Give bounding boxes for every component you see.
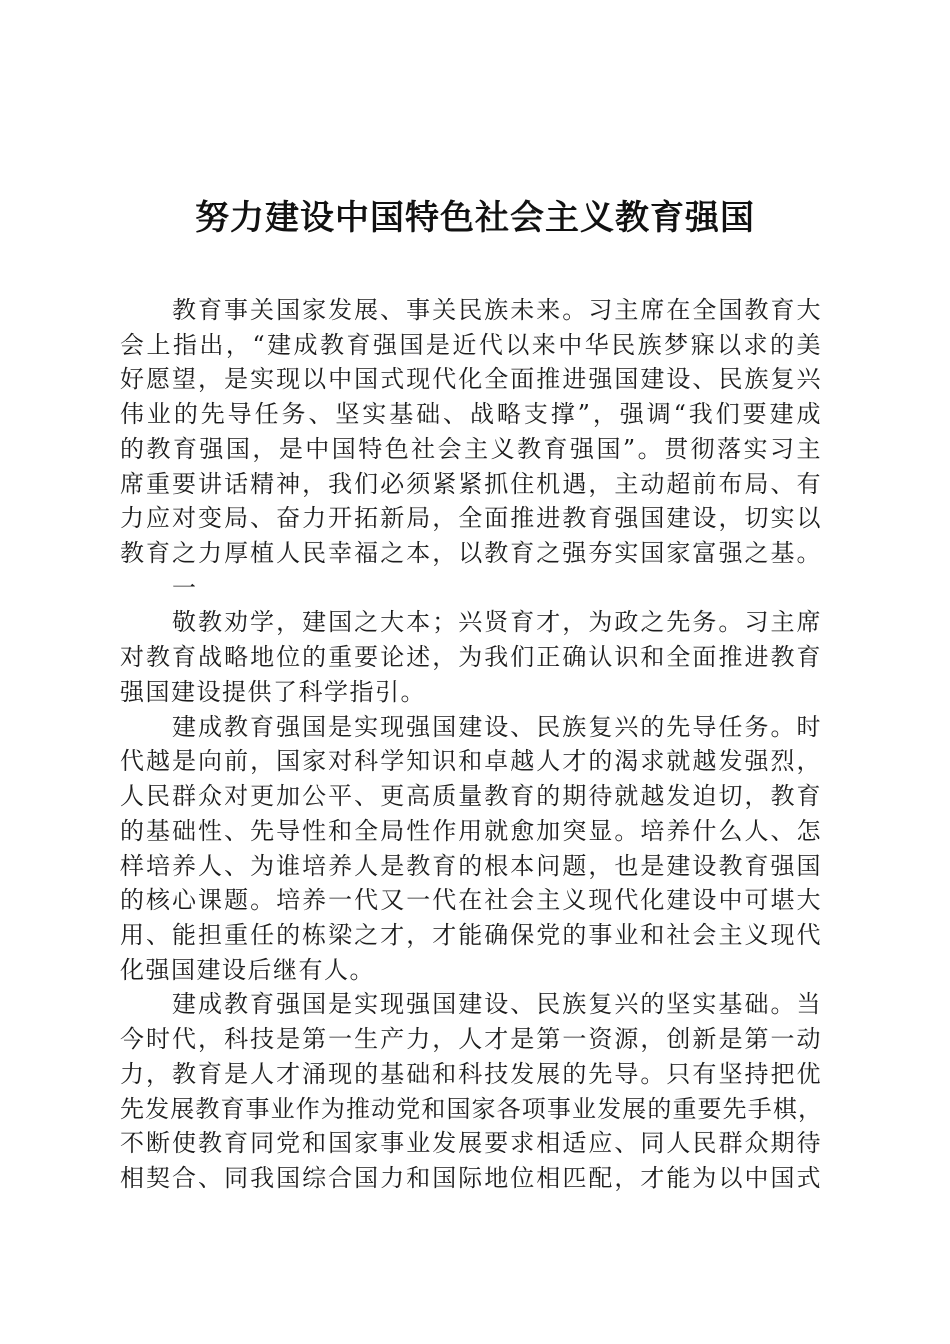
paragraph-line: 用、能担重任的栋梁之才，才能确保党的事业和社会主义现代 — [120, 920, 822, 949]
paragraph-line: 会上指出，“建成教育强国是近代以来中华民族梦寐以求的美 — [120, 330, 822, 359]
paragraph-line: 席重要讲话精神，我们必须紧紧抓住机遇，主动超前布局、有 — [120, 469, 822, 498]
section-number: 一 — [172, 573, 198, 602]
section-1-paragraph-3 — [120, 987, 822, 1195]
paragraph-line: 相契合、同我国综合国力和国际地位相匹配，才能为以中国式 — [120, 1163, 822, 1192]
section-1-paragraph-2 — [120, 710, 822, 988]
paragraph-line: 不断使教育同党和国家事业发展要求相适应、同人民群众期待 — [120, 1129, 822, 1158]
paragraph-line: 代越是向前，国家对科学知识和卓越人才的渴求就越发强烈， — [120, 747, 822, 776]
paragraph-line: 力，教育是人才涌现的基础和科技发展的先导。只有坚持把优 — [120, 1059, 822, 1088]
paragraph-line: 建成教育强国是实现强国建设、民族复兴的先导任务。时 — [172, 712, 822, 741]
paragraph-line: 先发展教育事业作为推动党和国家各项事业发展的重要先手棋， — [120, 1094, 822, 1123]
paragraph-line: 建成教育强国是实现强国建设、民族复兴的坚实基础。当 — [172, 990, 822, 1019]
paragraph-line: 好愿望，是实现以中国式现代化全面推进强国建设、民族复兴 — [120, 365, 822, 394]
paragraph-line: 人民群众对更加公平、更高质量教育的期待就越发迫切，教育 — [120, 782, 822, 811]
paragraph-line: 力应对变局、奋力开拓新局，全面推进教育强国建设，切实以 — [120, 504, 822, 533]
paragraph-line: 今时代，科技是第一生产力，人才是第一资源，创新是第一动 — [120, 1025, 822, 1054]
paragraph-line: 教育之力厚植人民幸福之本，以教育之强夯实国家富强之基。 — [120, 539, 822, 568]
paragraph-line: 样培养人、为谁培养人是教育的根本问题，也是建设教育强国 — [120, 851, 822, 880]
paragraph-line: 强国建设提供了科学指引。 — [120, 677, 426, 706]
paragraph-line: 的基础性、先导性和全局性作用就愈加突显。培养什么人、怎 — [120, 816, 822, 845]
intro-paragraph — [120, 293, 822, 571]
document-title: 努力建设中国特色社会主义教育强国 — [195, 198, 755, 238]
paragraph-line: 伟业的先导任务、坚实基础、战略支撑”，强调“我们要建成 — [120, 400, 822, 429]
document-body — [120, 293, 822, 1196]
paragraph-line: 敬教劝学，建国之大本；兴贤育才，为政之先务。习主席 — [172, 608, 822, 637]
paragraph-line: 的核心课题。培养一代又一代在社会主义现代化建设中可堪大 — [120, 886, 822, 915]
paragraph-line: 对教育战略地位的重要论述，为我们正确认识和全面推进教育 — [120, 643, 822, 672]
section-1-paragraph-1 — [120, 605, 822, 709]
paragraph-line: 的教育强国，是中国特色社会主义教育强国”。贯彻落实习主 — [120, 434, 822, 463]
paragraph-line: 教育事关国家发展、事关民族未来。习主席在全国教育大 — [172, 296, 822, 324]
paragraph-line: 化强国建设后继有人。 — [120, 955, 375, 984]
